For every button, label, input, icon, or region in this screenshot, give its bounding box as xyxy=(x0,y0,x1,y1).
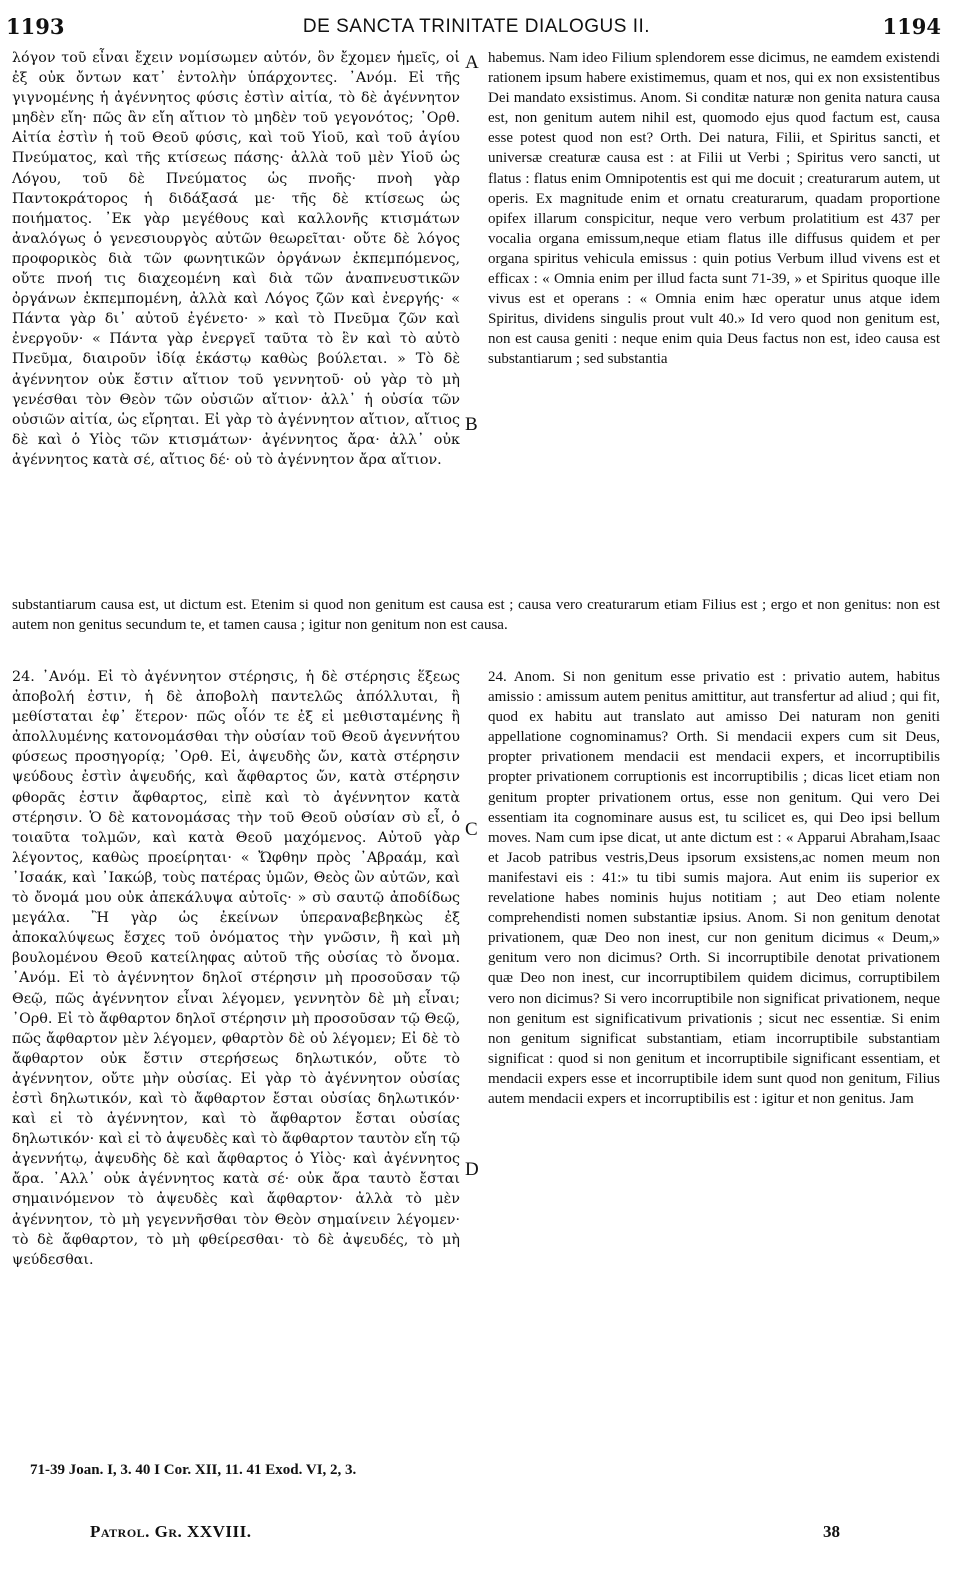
margin-letter-b: B xyxy=(465,414,478,435)
page-number-right: 1194 xyxy=(882,14,941,39)
footnotes: 71-39 Joan. I, 3. 40 I Cor. XII, 11. 41 Exod. VI, 2, 3. xyxy=(30,1462,357,1478)
running-header xyxy=(0,14,953,44)
footer-signature-number: 38 xyxy=(823,1522,840,1541)
latin-bridge-paragraph: substantiarum causa est, ut dictum est. Etenim si quod non genitum est causa est ; causa vero creaturarum etiam Filius est ; ergo et non genitus: non est autem non genitus secundum te, et tamen causa ; igitur non genitum non est causa. xyxy=(12,597,940,634)
greek-column-section-24: 24. ᾽Ανόμ. Εἰ τὸ ἀγέννητον στέρησις, ἡ δὲ στέρησις ἕξεως ἀποβολή ἐστιν, ἡ δὲ ἀποβολὴ παντελῶς ἀπόλλυται, ἢ μεθίσταται ἐφ᾽ ἕτερον· πῶς οἷόν τε ἐξ εἰ μεθισταμένης ἢ ἀπολλυμένης κατονομάσθαι τὴν οὐσίαν τοῦ Θεοῦ ἀγεννήτου φύσεως προσηγορίᾳ; ᾽Ορθ. Εἰ, ἀψευδὴς ὤν, κατὰ στέρησιν ψεύδους ἐστὶν ἀψευδής, καὶ ἄφθαρτος ὤν, κατὰ στέρησιν φθορᾶς ἐστιν ἄφθαρτος, εἰπὲ καὶ τὸ ἀγέννητον κατὰ στέρησιν. Ὁ δὲ κατονομάσας τὴν τοῦ Θεοῦ οὐσίαν σὺ εἶ, ὁ τοιαῦτα τολμῶν, καὶ κατὰ Θεοῦ μαχόμενος. Αὐτοῦ γὰρ λέγοντος, καθὼς προείρηται· « Ὤφθην πρὸς ᾽Αβραάμ, καὶ ᾽Ισαάκ, καὶ ᾽Ιακώβ, τοὺς πατέρας ὑμῶν, Θεὸς ὢν αὐτῶν, καὶ τὸ ὄνομά μου οὐκ ἀπεκάλυψα αὐτοῖς· » σὺ σαυτῷ ἀποδίδως μεγάλα. Ἢ γὰρ ὡς ἐκείνων ὑπεραναβεβηκὼς ἐξ ἀποκαλύψεως ἔσχες τοῦ ὀνόματος τὴν γνῶσιν, ἢ καὶ μὴ βουλομένου Θεοῦ κατείληφας αὐτοῦ τῆς οὐσίας τὸ ὄνομα. ᾽Ανόμ. Εἰ τὸ ἀγέννητον δηλοῖ στέρησιν μὴ προσοῦσαν τῷ Θεῷ, πῶς ἀγέννητον εἶναι λέγομεν, γεννητὸν δὲ μὴ εἶναι; ᾽Ορθ. Εἰ τὸ ἄφθαρτον δηλοῖ στέρησιν μὴ προσοῦσαν τῷ Θεῷ, πῶς ἄφθαρτον μὲν λέγομεν, φθαρτὸν δὲ οὐ λέγομεν; Εἰ δὲ τὸ ἄφθαρτον οὐκ ἔστιν στερήσεως δηλωτικόν, οὔτε τὸ ἀγέννητον, οὔτε μὴν οὐσίας. Εἰ γὰρ τὸ ἀγέννητον οὐσίας ἐστὶ δηλωτικόν, καὶ τὸ ἄφθαρτον ἔσται οὐσίας δηλωτικόν· καὶ εἰ τὸ ἀγέννητον, καὶ τὸ ἄφθαρτον ἔσται οὐσίας δηλωτικόν· καὶ εἰ τὸ ἀψευδὲς καὶ τὸ ἄφθαρτον ταυτὸν εἴη τῷ ἀγεννήτῳ, ἀψευδὴς δὲ καὶ ἄφθαρτος ὁ Υἱὸς· καὶ ἀγέννητος ἄρα. ᾽Αλλ᾽ οὐκ ἀγέννητος κατὰ σέ· οὐκ ἄρα ταυτὸ ἔσται σημαινόμενον τὸ ἀψευδὲς καὶ ἄφθαρτον· ἀλλὰ τὸ μὲν ἀγέννητον, τὸ μὴ γεγεννῆσθαι τὸν Θεὸν σημαίνειν λέγομεν· τὸ δὲ ἄφθαρτον, τὸ μὴ φθείρεσθαι· τὸ δὲ ἀψευδές, τὸ μὴ ψεύδεσθαι. xyxy=(12,669,460,1268)
greek-column-top: λόγον τοῦ εἶναι ἔχειν νομίσωμεν αὐτόν, ὃν ἔχομεν ἡμεῖς, οἱ ἐξ οὐκ ὄντων κατ᾽ ἐντολὴν ὑπάρχοντες. ᾽Ανόμ. Εἰ τῆς γιγνομένης ἡ ἀγέννητος φύσις ἐστὶν αἰτία, τὸ δὲ ἀγέννητον μηδὲν εἴη· πῶς ἂν εἴη αἴτιον τὸ μηδὲν τοῦ γεγονότος; ᾽Ορθ. Αἰτία ἐστὶν ἡ τοῦ Θεοῦ φύσις, καὶ τοῦ Υἱοῦ, καὶ τοῦ ἁγίου Πνεύματος, καὶ τῆς κτίσεως πάσης· ἀλλὰ τοῦ μὲν Υἱοῦ ὡς Λόγου, τοῦ δὲ Πνεύματος ὡς πνοῆς· πνοὴ γὰρ Παντοκράτορος ἡ διδάξασά με· τῆς δὲ κτίσεως ὡς ποιήματος. ᾽Εκ γὰρ μεγέθους καὶ καλλονῆς κτισμάτων ἀναλόγως ὁ γενεσιουργὸς αὐτῶν θεωρεῖται· οὔτε δὲ λόγος προφορικὸς διὰ τῶν φωνητικῶν ὀργάνων ἐκπεμπόμενος, οὔτε πνοή τις διαχεομένη καὶ διὰ τῶν ἀναπνευστικῶν ὀργάνων ἐκπεμπομένη, ἀλλὰ καὶ Λόγος ζῶν καὶ ἐνεργής· « Πάντα γὰρ δι᾽ αὐτοῦ ἐγένετο· » καὶ τὸ Πνεῦμα ζῶν καὶ ἐνεργοῦν· « Πάντα γὰρ ἐνεργεῖ ταῦτα τὸ ἓν καὶ τὸ αὐτὸ Πνεῦμα, διαιροῦν ἰδίᾳ ἑκάστῳ καθὼς βούλεται. » Τὸ δὲ ἀγέννητον οὐκ ἔστιν αἴτιον τοῦ γεννητοῦ· οὐ γὰρ τὸ μὴ γενέσθαι τὸν Θεὸν τῶν οὐσιῶν αἴτιον· ἀλλ᾽ ἡ οὐσία τῶν οὐσιῶν αἰτία, ὡς εἴρηται. Εἰ γὰρ τὸ ἀγέννητον αἴτιον, αἴτιος δὲ καὶ ὁ Υἱὸς τῶν κτισμάτων· ἀγέννητος ἄρα· ἀλλ᾽ οὐκ ἀγέννητος κατὰ σέ, αἴτιος δέ· οὐ τὸ ἀγέννητον ἄρα αἴτιον. xyxy=(12,50,460,468)
footer-series: Patrol. Gr. XXVIII. xyxy=(90,1522,252,1541)
margin-letter-c: C xyxy=(465,819,478,840)
margin-letter-a: A xyxy=(465,52,479,73)
page-number-left: 1193 xyxy=(6,14,65,39)
margin-letter-d: D xyxy=(465,1159,479,1180)
running-title: DE SANCTA TRINITATE DIALOGUS II. xyxy=(302,16,651,37)
latin-column-top: habemus. Nam ideo Filium splendorem esse dicimus, ne eamdem existendi rationem ipsum habere existimemus, quam et nos, qui ex non exsistentibus Dei mandato exsistimus. Anom. Si conditæ naturæ non genita natura causa est, non genitum autem nihil est, quomodo ejus quod factum est, causa esse potest quod non est? Orth. Dei natura, Filii, et Spiritus sancti, et universæ creaturæ causa est : at Filii ut Verbi ; Spiritus vero sancti, ut flatus : flatus enim Omnipotentis est qui me docuit ; creaturarum autem, ut operis. Ex magnitude enim et ornatu creaturarum, quadam proportione opifex illarum conspicitur, neque vero verbum prolatitium est 437 per vocalia organa emissum,neque etiam flatus ille diffusus quidem et per organa spiritus vehicula emissus : quin potius Verbum illud vivens est et efficax : « Omnia enim per illud facta sunt 71-39, » et Spiritus quoque ille vivus est et operans : « Omnia enim hæc operatur unus atque idem Spiritus, dividens singulis prout vult 40.» Id vero quod non genitum est, non est causa geniti : neque enim quia Deus factus non est, ideo causa est substantiarum ; sed substantia xyxy=(488,50,940,368)
latin-column-section-24: 24. Anom. Si non genitum esse privatio est : privatio autem, habitus amissio : amissum autem penitus amittitur, aut transfertur ad aliud ; qui fit, quod ex habitu aut translato aut amisso Dei naturam non geniti appellatione cognominamus? Orth. Si mendacii expers cum sit Deus, propter privationem mendacii est mendacii expers, et incorruptibilis propter privationem corruptionis est incorruptibilis ; dicas licet etiam non genitum propter privationem ortus, esse non genitum. Qui vero Dei essentiam ita cognominare ausus est, tu scilicet es, qui Deo ipsi bellum moves. Nam cum ipse dicat, ut ante dictum est : « Apparui Abraham,Isaac et Jacob patribus vestris,Deus ipsorum exsistens,ac nomen meum non manifestavi eis : 41:» tu tibi sumis majora. Aut enim iis superior ex revelatione habes nominis hujus notitiam ; aut Deo etiam nolente comprehendisti nomen substantiæ ipsius. Anom. Si non genitum denotat privationem, quæ Deo non inest, cur non genitum dicimus « Deum,» genitum vero non dicimus? Orth. Si incorruptibile denotat privationem quæ Deo non inest, cur incorruptibilem quidem dicimus, corruptibilem vero non dicimus? Si vero incorruptibile non significat privationem, neque non genitum est significativum privationis ; sicut nec essentiæ. Si enim non genitum significat substantiam, etiam incorruptibile substantiam significat : quod si non genitum et incorruptibile significant essentiam, et mendacii expers esse et incorruptibile idem sunt quod non genitum, Filius autem mendacii expers et incorruptibilis est : igitur et non genitus. Jam xyxy=(488,669,940,1107)
